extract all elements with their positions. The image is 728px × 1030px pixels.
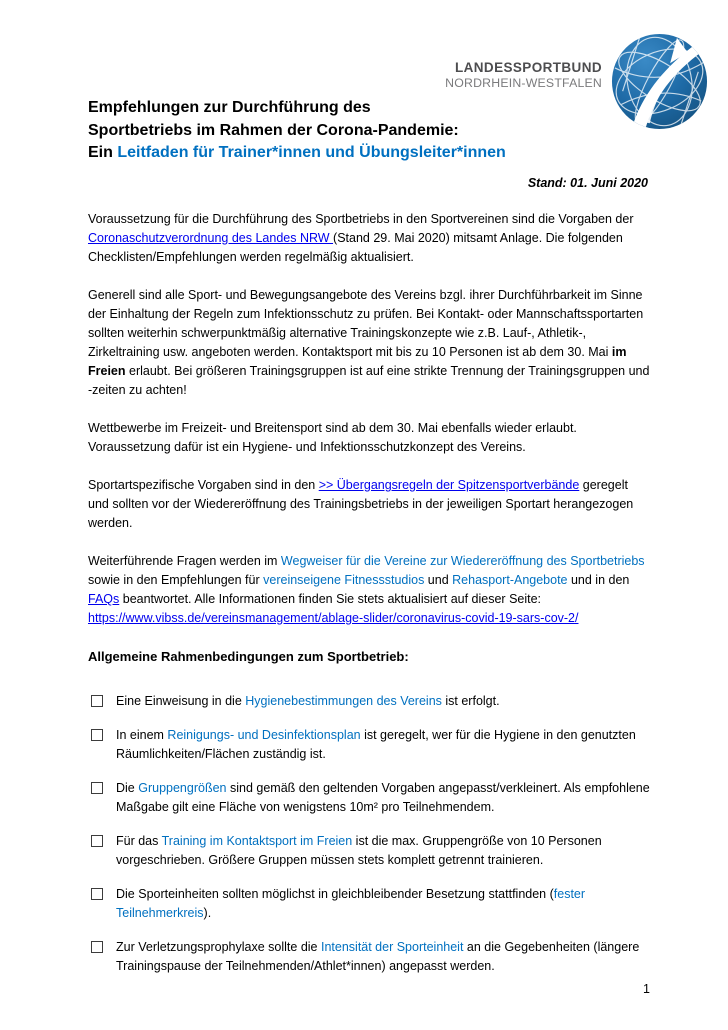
bold-text: im Freien xyxy=(88,345,630,378)
paragraph-general xyxy=(88,286,651,400)
inline-link[interactable]: FAQs xyxy=(88,592,120,606)
text-run: und xyxy=(424,573,453,587)
version-date: Stand: 01. Juni 2020 xyxy=(527,176,648,190)
highlight-text: Gruppengrößen xyxy=(138,781,227,795)
text-run: an die Gegebenheiten (längere Trainingspause der Teilnehmenden/Athlet*innen) angepasst werden. xyxy=(116,940,643,973)
text-run: Wettbewerbe im Freizeit- und Breitensport sind ab dem 30. Mai ebenfalls wieder erlaubt. Voraussetzung dafür ist ein Hygiene- und Infektionsschutzkonzept des Vereins. xyxy=(88,421,581,454)
checklist-item-text xyxy=(116,885,651,923)
checklist-item-text xyxy=(116,832,651,870)
text-run: Die Sporteinheiten sollten möglichst in gleichbleibender Besetzung stattfinden ( xyxy=(116,887,554,901)
logo-line2: NORDRHEIN-WESTFALEN xyxy=(445,76,602,91)
highlight-text: vereinseigene Fitnessstudios xyxy=(263,573,425,587)
text-run: ). xyxy=(203,906,212,920)
highlight-text: Training im Kontaktsport im Freien xyxy=(161,834,353,848)
text-run: sind gemäß den geltenden Vorgaben angepasst/verkleinert. Als empfohlene Maßgabe gilt eine Fläche von wenigstens 10m² pro Teilnehmendem. xyxy=(116,781,654,814)
document-body xyxy=(88,210,654,991)
checklist-item-text xyxy=(116,692,651,711)
checklist-item-fixed-group xyxy=(88,885,651,923)
paragraph-intro xyxy=(88,210,651,267)
text-run: sowie in den Empfehlungen für xyxy=(88,554,649,587)
text-run: Generell sind alle Sport- und Bewegungsangebote des Vereins bzgl. ihrer Durchführbarkeit im Sinne der Einhaltung der Regeln zum Infektionsschutz zu prüfen. Bei Kontakt- oder Mannschaftssportarten sollten weiterhin schwerpunktmäßig alternative Trainingskonzepte wie z.B. Lauf-, Athletik-, Zirkeltraining usw. angeboten werden. Kontaktsport mit bis zu 10 Personen ist ab dem 30. Mai xyxy=(88,288,647,359)
checklist-item-cleaning-plan xyxy=(88,726,651,764)
inline-link[interactable]: Coronaschutzverordnung des Landes NRW xyxy=(88,231,334,245)
checklist-item-text xyxy=(116,938,651,976)
bold-text: Empfehlungen zur Durchführung des xyxy=(88,99,371,116)
inline-link[interactable]: >> Übergangsregeln der Spitzensportverbände xyxy=(318,478,580,492)
text-run: Sportartspezifische Vorgaben sind in den xyxy=(88,478,319,492)
text-run: (Stand 29. Mai 2020) mitsamt Anlage. Die folgenden Checklisten/Empfehlungen werden regelmäßig aktualisiert. xyxy=(88,231,627,264)
highlight-text: fester Teilnehmerkreis xyxy=(116,887,589,920)
bold-text: Sportbetriebs im Rahmen der Corona-Pandemie: xyxy=(88,121,459,139)
page-number: 1 xyxy=(643,982,650,996)
text-run: Weiterführende Fragen werden im xyxy=(88,554,281,568)
highlight-text: Reinigungs- und Desinfektionsplan xyxy=(167,728,361,742)
text-run: geregelt und sollten vor der Wiedereröffnung des Trainingsbetriebs in der jeweiligen Sportart herangezogen werden. xyxy=(88,478,637,530)
checkbox-icon xyxy=(91,941,103,953)
text-run: ist die max. Gruppengröße von 10 Personen vorgeschrieben. Größere Gruppen müssen stets komplett getrennt trainieren. xyxy=(116,834,606,867)
paragraph-further-info xyxy=(88,552,651,628)
highlight-text: Intensität der Sporteinheit xyxy=(320,940,464,954)
text-run: ist geregelt, wer für die Hygiene in den genutzten Räumlichkeiten/Flächen zuständig ist. xyxy=(116,728,640,761)
checkbox-icon xyxy=(91,835,103,847)
bold-text: Ein xyxy=(88,144,118,161)
text-run: Eine Einweisung in die xyxy=(116,694,246,708)
title-line-1 xyxy=(88,97,653,120)
checkbox-icon xyxy=(91,695,103,707)
title-accent: Leitfaden für Trainer*innen und Übungsleiter*innen xyxy=(117,144,506,161)
logo-line1: LANDESSPORTBUND xyxy=(454,59,602,75)
checklist-item-group-sizes xyxy=(88,779,654,817)
text-run: Voraussetzung für die Durchführung des Sportbetriebs in den Sportvereinen sind die Vorgaben der xyxy=(88,212,637,226)
title-line-2 xyxy=(88,120,653,143)
text-run: ist erfolgt. xyxy=(441,694,500,708)
text-run: beantwortet. Alle Informationen finden Sie stets aktualisiert auf dieser Seite: xyxy=(119,592,545,606)
highlight-text: Wegweiser für die Vereine zur Wiedereröffnung des Sportbetriebs xyxy=(280,554,645,568)
checklist-item-contact-sport xyxy=(88,832,651,870)
checklist-item-intensity xyxy=(88,938,651,976)
checkbox-icon xyxy=(91,888,103,900)
highlight-text: Rehasport-Angebote xyxy=(452,573,568,587)
text-run: Die xyxy=(116,781,139,795)
checklist-item-hygiene xyxy=(88,692,651,711)
text-run: Zur Verletzungsprophylaxe sollte die xyxy=(116,940,321,954)
text-run: erlaubt. Bei größeren Trainingsgruppen ist auf eine strikte Trennung der Trainingsgruppen und -zeiten zu achten! xyxy=(88,364,653,397)
checkbox-icon xyxy=(91,729,103,741)
inline-link[interactable]: https://www.vibss.de/vereinsmanagement/ablage-slider/coronavirus-covid-19-sars-cov-2/ xyxy=(88,611,579,625)
checkbox-icon xyxy=(91,782,103,794)
text-run: und in den xyxy=(567,573,633,587)
highlight-text: Hygienebestimmungen des Vereins xyxy=(245,694,442,708)
checklist-item-text xyxy=(116,726,651,764)
title-line-3 xyxy=(88,142,653,165)
checklist-item-text xyxy=(116,779,654,817)
section-heading: Allgemeine Rahmenbedingungen zum Sportbetrieb: xyxy=(88,649,409,664)
document-title xyxy=(88,97,653,165)
paragraph-competitions xyxy=(88,419,651,457)
text-run: In einem xyxy=(116,728,168,742)
paragraph-sport-specific xyxy=(88,476,651,533)
logo-wordmark xyxy=(430,60,611,91)
text-run: Für das xyxy=(116,834,162,848)
